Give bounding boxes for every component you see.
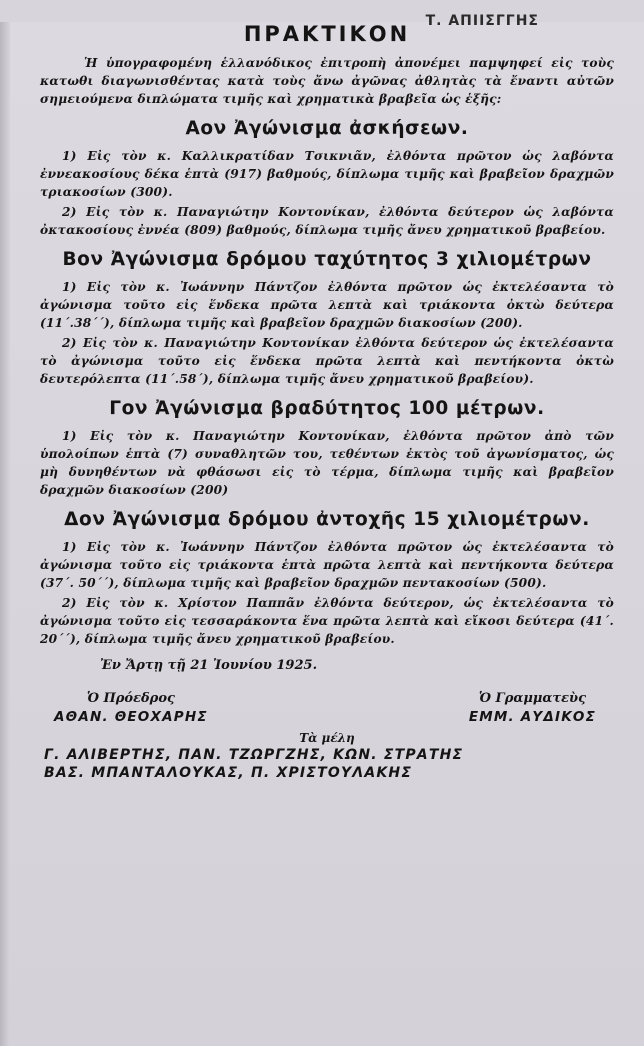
members-line: Γ. ΑΛΙΒΕΡΤΗΣ, ΠΑΝ. ΤΖΩΡΓΖΗΣ, ΚΩΝ. ΣΤΡΑΤΗΣ [44,747,464,763]
members-label: Τὰ μέλη [299,731,355,745]
president-name: ΑΘΑΝ. ΘΕΟΧΑΡΗΣ [54,709,208,725]
section-a [40,118,614,239]
section-d [40,509,614,648]
section-title: Δον Ἀγώνισμα δρόμου ἀντοχῆς 15 χιλιομέτρων. [64,509,590,530]
place-date-line: Ἐν Ἄρτῃ τῇ 21 Ἰουνίου 1925. [100,658,318,673]
award-item: 1) Εἰς τὸν κ. Παναγιώτην Κοντονίκαν, ἐλθόντα πρῶτον ἀπὸ τῶν ὑπολοίπων ἑπτὰ (7) συναθλητῶν του, τεθέντων ἐκτὸς τοῦ ἀγωνίσματος, ὡς μὴ δυνηθέντων νὰ φθάσωσι εἰς τὸ τέρμα, δίπλωμα τιμῆς καὶ βραβεῖον δραχμῶν διακοσίων (200) [40,429,614,497]
members-line: ΒΑΣ. ΜΠΑΝΤΑΛΟΥΚΑΣ, Π. ΧΡΙΣΤΟΥΛΑΚΗΣ [44,765,413,781]
award-item: 2) Εἰς τὸν κ. Παναγιώτην Κοντονίκαν ἐλθόντα δεύτερον ὡς ἐκτελέσαντα τὸ ἀγώνισμα τοῦτο εἰς ἕνδεκα πρῶτα λεπτὰ καὶ πεντήκοντα ὀκτὼ δευτερόλεπτα (11΄.58΄), δίπλωμα τιμῆς ἄνευ χρηματικοῦ βραβείου). [40,336,614,386]
secretary-role: Ὁ Γραμματεὺς [478,691,586,706]
award-item: 1) Εἰς τὸν κ. Ἰωάννην Πάντζον ἐλθόντα πρῶτον ὡς ἐκτελέσαντα τὸ ἀγώνισμα τοῦτο εἰς ἕνδεκα πρῶτα λεπτὰ καὶ τριάκοντα ὀκτὼ δεύτερα (11΄.38΄΄), δίπλωμα τιμῆς καὶ βραβεῖον δραχμῶν διακοσίων (200). [40,280,614,330]
section-title: Γον Ἀγώνισμα βραδύτητος 100 μέτρων. [109,398,545,419]
section-c [40,398,614,499]
section-b [40,249,614,388]
document-page [0,13,644,1046]
secretary-name: ΕΜΜ. ΑΥΔΙΚΟΣ [468,709,596,725]
president-role: Ὁ Πρόεδρος [86,691,175,706]
president-signature [54,691,208,725]
secretary-signature [469,691,596,725]
award-item: 1) Εἰς τὸν κ. Καλλικρατίδαν Τσικνιᾶν, ἐλθόντα πρῶτον ὡς λαβόντα ἐννεακοσίους δέκα ἑπτὰ (917) βαθμούς, δίπλωμα τιμῆς καὶ βραβεῖον δραχμῶν τριακοσίων (300). [40,149,614,199]
page-edge [0,22,10,1046]
intro-paragraph: Ἡ ὑπογραφομένη ἑλλανόδικος ἐπιτροπὴ ἀπονέμει παμψηφεί εἰς τοὺς κατωθι διαγωνισθέντας κατὰ τοὺς ἄνω ἀγῶνας ἀθλητὰς τὰ ἔναντι αὐτῶν σημειούμενα διπλώματα τιμῆς καὶ χρηματικὰ βραβεῖα ὡς ἑξῆς: [40,56,614,106]
award-item: 1) Εἰς τὸν κ. Ἰωάννην Πάντζον ἐλθόντα πρῶτον ὡς ἐκτελέσαντα τὸ ἀγώνισμα τοῦτο εἰς τριάκοντα ἑπτὰ πρῶτα λεπτὰ καὶ πεντήκοντα δεύτερα (37΄. 50΄΄), δίπλωμα τιμῆς καὶ βραβεῖον δραχμῶν πεντακοσίων (500). [40,540,614,590]
section-title: Βον Ἀγώνισμα δρόμου ταχύτητος 3 χιλιομέτρων [62,249,592,270]
award-item: 2) Εἰς τὸν κ. Χρίστον Παππᾶν ἐλθόντα δεύτερον, ὡς ἐκτελέσαντα τὸ ἀγώνισμα τοῦτο εἰς τεσσαράκοντα ἕνα πρῶτα λεπτὰ καὶ εἴκοσι δεύτερα (41΄. 20΄΄), δίπλωμα τιμῆς ἄνευ χρηματικοῦ βραβείου. [40,596,614,646]
document-title: ΠΡΑΚΤΙΚΟΝ [243,22,411,46]
section-title: Αον Ἀγώνισμα ἀσκήσεων. [185,118,469,139]
award-item: 2) Εἰς τὸν κ. Παναγιώτην Κοντονίκαν, ἐλθόντα δεύτερον ὡς λαβόντα ὀκτακοσίους ἐννέα (809) βαθμούς, δίπλωμα τιμῆς ἄνευ χρηματικοῦ βραβείου. [40,205,614,237]
signatures [40,691,614,725]
header-fragment: Τ. ΑΠΙΙΣΓΓΗΣ [425,13,539,29]
